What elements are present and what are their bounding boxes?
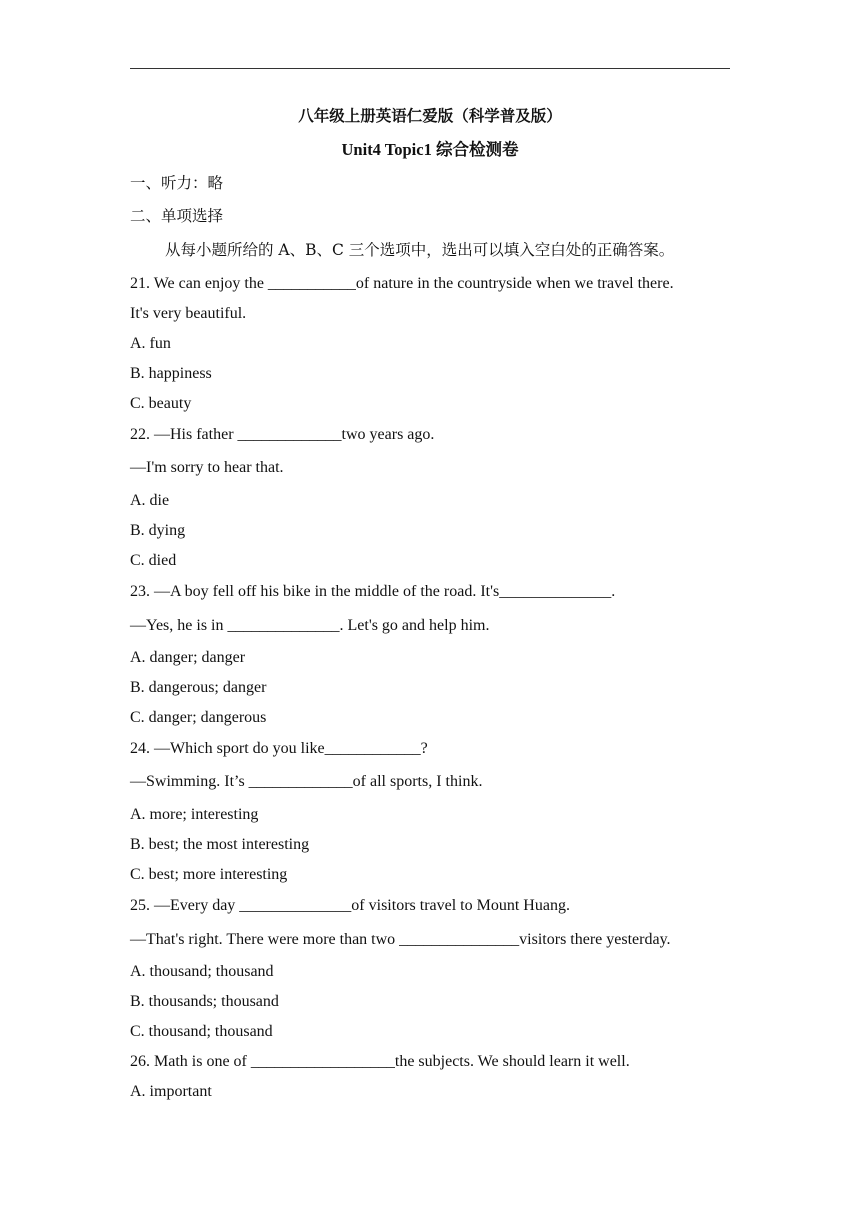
question-25-option-b: B. thousands; thousand — [130, 993, 279, 1010]
question-23-option-b: B. dangerous; danger — [130, 679, 267, 696]
question-25-reply: —That's right. There were more than two _______________visitors there yesterday. — [130, 931, 671, 948]
question-26-stem: 26. Math is one of __________________the subjects. We should learn it well. — [130, 1053, 630, 1070]
question-23-option-c: C. danger; dangerous — [130, 709, 267, 726]
question-25-stem: 25. —Every day ______________of visitors travel to Mount Huang. — [130, 897, 570, 914]
question-23-option-a: A. danger; danger — [130, 649, 246, 666]
question-21-stem-cont: It's very beautiful. — [130, 305, 247, 322]
question-21-option-c: C. beauty — [130, 395, 192, 412]
question-24-reply: —Swimming. It’s _____________of all sports, I think. — [130, 773, 483, 790]
section-instruction: 从每小题所给的 A、B、C 三个选项中，选出可以填入空白处的正确答案。 — [165, 241, 675, 259]
document-title: 八年级上册英语仁爱版（科学普及版） — [298, 106, 562, 125]
question-21-option-b: B. happiness — [130, 365, 212, 382]
question-24-stem: 24. —Which sport do you like____________? — [130, 740, 428, 757]
question-23-stem: 23. —A boy fell off his bike in the middle of the road. It's______________. — [130, 583, 616, 600]
question-22-option-b: B. dying — [130, 522, 186, 539]
question-24-option-c: C. best; more interesting — [130, 866, 288, 883]
question-25-option-a: A. thousand; thousand — [130, 963, 274, 980]
question-21-stem: 21. We can enjoy the ___________of nature in the countryside when we travel there. — [130, 275, 674, 292]
section-single-choice: 二、单项选择 — [130, 207, 224, 225]
question-22-stem: 22. —His father _____________two years ago. — [130, 426, 435, 443]
question-23-reply: —Yes, he is in ______________. Let's go and help him. — [130, 617, 490, 634]
question-26-option-a: A. important — [130, 1083, 212, 1100]
question-22-reply: —I'm sorry to hear that. — [130, 459, 284, 476]
question-25-option-c: C. thousand; thousand — [130, 1023, 273, 1040]
question-22-option-c: C. died — [130, 552, 177, 569]
section-listening: 一、听力：略 — [130, 174, 224, 192]
question-22-option-a: A. die — [130, 492, 170, 509]
question-24-option-a: A. more; interesting — [130, 806, 259, 823]
question-21-option-a: A. fun — [130, 335, 171, 352]
header-rule — [130, 68, 730, 69]
question-24-option-b: B. best; the most interesting — [130, 836, 310, 853]
document-subtitle: Unit4 Topic1 综合检测卷 — [341, 140, 519, 159]
